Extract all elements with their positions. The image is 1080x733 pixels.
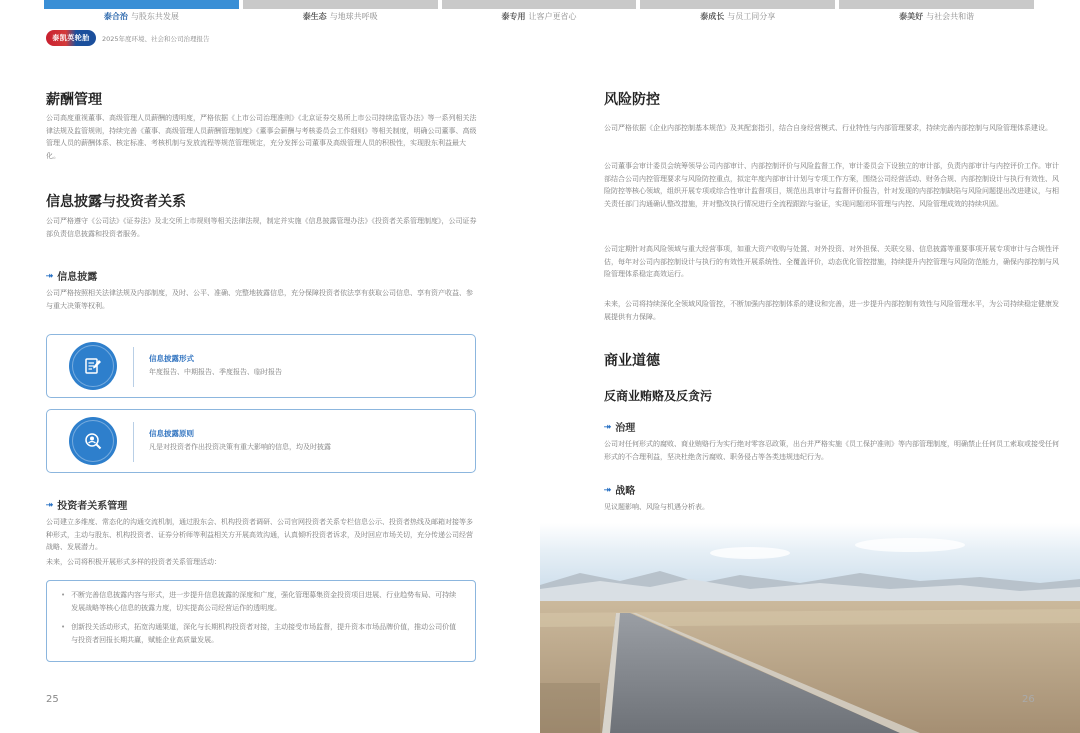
salary-text: 公司高度重视董事、高级管理人员薪酬的透明度，严格依据《上市公司治理准则》《北京证券交易所上市公司持续监管办法》等一系列相关法律法规及监管规则，持续完善《董事、高级管理人员薪酬管理制度》《董事会薪酬与考核委员会工作细则》等相关制度，明确公司董事、高级管理人员的薪酬体系、核定标准、考核机制与发放流程等规范管理规定，充分发挥公司董事及高级管理人员的积极性，实现股东利益最大化。 — [46, 114, 477, 160]
tab-label-bold: 泰成长 — [700, 12, 725, 21]
arrow-marker-icon: ⯮ — [46, 499, 54, 510]
risk-para-1: 公司严格依据《企业内部控制基本规范》及其配套指引，结合自身经营模式、行业特性与内部管理要求，持续完善内部控制与风险管理体系建设。 — [604, 124, 1052, 132]
tab-label-bold: 泰合治 — [103, 12, 128, 21]
risk-para-2: 公司董事会审计委员会统筹领导公司内部审计、内部控制评价与风险监督工作，审计委员会下设独立的审计部，负责内部审计与内控评价工作。审计部结合公司内控管理要求与风险防控重点，拟定年度内部审计计划与专项工作方案，围绕公司经营活动、财务合规、内部控制设计与执行有效性、风险防控等核心领域，组织开展专项或综合性审计监督项目，规范出具审计与监督评价报告，针对发现的内部控制缺陷与风险问题提出改进建议，与相关责任部门沟通确认整改措施，并对整改执行情况进行全流程跟踪与验证，实现问题闭环管理与内控、风险管理成效的持续巩固。 — [604, 162, 1059, 208]
bullet-dot-icon: • — [61, 591, 66, 599]
arrow-marker-icon: ⯮ — [604, 484, 612, 495]
report-title: 2025年度环境、社会和公司治理报告 — [102, 34, 210, 43]
page-number-right: 26 — [1022, 694, 1035, 705]
tab-strip — [442, 0, 637, 9]
list-item — [61, 589, 461, 615]
ir-subheading — [46, 497, 127, 512]
tab-strip — [44, 0, 239, 9]
page-number-left: 25 — [46, 694, 59, 705]
disclosure-principle-card — [46, 409, 476, 473]
tab-label: 让客户更省心 — [528, 12, 577, 21]
arrow-marker-icon: ⯮ — [604, 421, 612, 432]
bullet-text: 创新投关活动形式，拓宽沟通渠道，深化与长期机构投资者对接，主动接受市场监督，提升资本市场品牌价值，推动公司价值与投资者回报长期共赢，赋能企业高质量发展。 — [71, 623, 457, 644]
card-divider — [133, 347, 134, 387]
tab-label: 与地球共呼吸 — [329, 12, 378, 21]
company-logo — [46, 30, 210, 46]
chapter-tabbar — [44, 0, 1034, 26]
ethics-title: 商业道德 — [604, 353, 660, 369]
tab-society[interactable] — [839, 0, 1034, 26]
arrow-marker-icon: ⯮ — [46, 270, 54, 281]
tab-label-bold: 泰生态 — [302, 12, 327, 21]
governance-subheading — [604, 419, 635, 434]
tab-ecology[interactable] — [243, 0, 438, 26]
salary-title: 薪酬管理 — [46, 92, 102, 108]
tab-label: 与股东共发展 — [130, 12, 179, 21]
tab-label-bold: 泰美好 — [899, 12, 924, 21]
tab-strip — [640, 0, 835, 9]
disclosure-form-card — [46, 334, 476, 398]
logo-mark: 泰凯英轮胎 — [46, 30, 96, 46]
governance-title: 治理 — [615, 423, 636, 434]
bullet-text: 不断完善信息披露内容与形式，进一步提升信息披露的深度和广度，强化管理募集资金投资项目进展、行业趋势布局、可持续发展战略等核心信息的披露力度，切实提高公司经营运作的透明度。 — [71, 591, 457, 612]
card-title: 信息披露形式 — [149, 354, 194, 363]
tab-governance[interactable] — [44, 0, 239, 26]
risk-title: 风险防控 — [604, 92, 660, 108]
card-divider — [133, 422, 134, 462]
tab-label-bold: 泰专用 — [501, 12, 526, 21]
ir-text: 公司建立多维度、常态化的沟通交流机制，通过股东会、机构投资者调研、公司官网投资者关系专栏信息公示、投资者热线及邮箱对接等多种形式，主动与股东、机构投资者、证券分析师等利益相关方开展高效沟通，认真倾听投资者诉求，及时回应市场关切，充分传递公司经营战略、发展潜力。 — [46, 518, 473, 551]
road-landscape-photo — [540, 523, 1080, 733]
tab-label: 与社会共和谐 — [926, 12, 975, 21]
tab-employee[interactable] — [640, 0, 835, 26]
strategy-text: 见议题影响、风险与机遇分析表。 — [604, 503, 709, 511]
ir-bullet-box — [46, 580, 476, 662]
tab-strip — [243, 0, 438, 9]
strategy-title: 战略 — [615, 486, 636, 497]
tab-label: 与员工同分享 — [727, 12, 776, 21]
disclosure-subheading — [46, 268, 97, 283]
bullet-dot-icon: • — [61, 623, 66, 631]
disclosure-title: 信息披露与投资者关系 — [46, 194, 186, 210]
ir-text2: 未来，公司将积极开展形式多样的投资者关系管理活动： — [46, 558, 221, 566]
search-person-icon — [69, 417, 117, 465]
disclosure-text: 公司严格遵守《公司法》《证券法》及北交所上市规则等相关法律法规，制定并实施《信息披露管理办法》《投资者关系管理制度》，公司证券部负责信息披露和投资者服务。 — [46, 217, 477, 238]
disclosure-subtitle: 信息披露 — [57, 272, 98, 283]
governance-text: 公司对任何形式的腐败、商业贿赂行为实行绝对零容忍政策，出台并严格实施《员工保护准则》等内部管理制度，明确禁止任何员工索取或接受任何形式的不合理利益，坚决杜绝贪污腐败、职务侵占等各类违规违纪行为。 — [604, 440, 1059, 461]
ethics-subtitle: 反商业贿赂及反贪污 — [604, 389, 713, 403]
disclosure-subtext: 公司严格按照相关法律法规及内部制度，及时、公平、准确、完整地披露信息，充分保障投资者依法享有获取公司信息、享有资产收益、参与重大决策等权利。 — [46, 289, 473, 310]
ir-title: 投资者关系管理 — [57, 501, 128, 512]
strategy-subheading — [604, 482, 635, 497]
card-title: 信息披露原则 — [149, 429, 194, 438]
card-desc: 年度报告、中期报告、季度报告、临时报告 — [149, 368, 282, 376]
risk-para-4: 未来，公司将持续深化全领域风险管控，不断加强内部控制体系的建设和完善，进一步提升内部控制有效性与风险管理水平，为公司持续稳定健康发展提供有力保障。 — [604, 300, 1059, 321]
tab-customer[interactable] — [442, 0, 637, 26]
risk-para-3: 公司定期针对高风险领域与重大经营事项，如重大资产收购与处置、对外投资、对外担保、关联交易、信息披露等重要事项开展专项审计与合规性评估，每年对公司内部控制设计与执行的有效性开展系统性、全覆盖评价，动态优化管控措施，持续提升内控管理与风险防范能力，确保内部控制与风险管理体系稳定高效运行。 — [604, 245, 1059, 278]
tab-strip — [839, 0, 1034, 9]
edit-document-icon — [69, 342, 117, 390]
list-item — [61, 621, 461, 647]
card-desc: 凡是对投资者作出投资决策有重大影响的信息，均及时披露 — [149, 443, 331, 451]
